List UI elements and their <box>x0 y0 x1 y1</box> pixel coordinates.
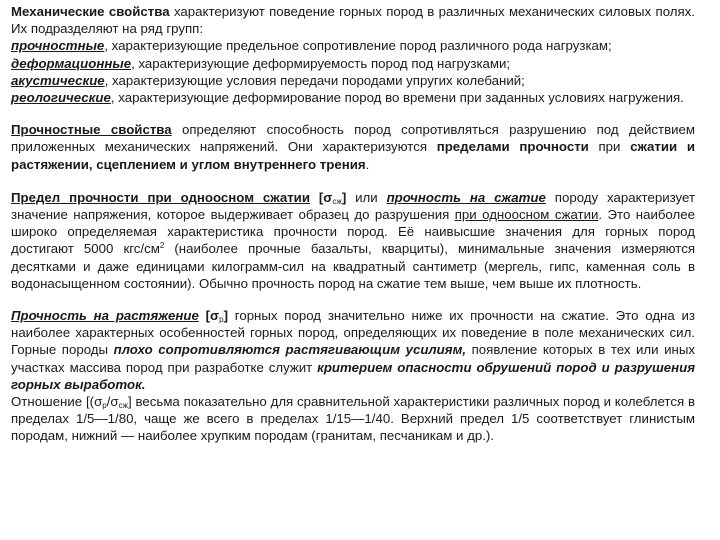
term-tensile-strength: Прочность на растяжение <box>11 308 199 324</box>
text: / <box>106 394 111 410</box>
symbol-sigma: σ <box>94 394 103 410</box>
text: породу характеризует значение напряжения, которое выдерживает образец до разрушения <box>11 189 696 223</box>
term-mechanical-properties: Механические свойства <box>11 4 170 19</box>
symbol-bracket: [ <box>309 189 324 205</box>
text: горных пород значительно ниже их прочности на сжатие. Это одна из наиболее характерных особенностей горных пород, определяющих их поведение в поле механических сил. Горные породы <box>11 308 696 358</box>
term-strength: прочностные <box>11 38 105 54</box>
symbol-sigma: σ <box>210 308 220 324</box>
symbol-subscript: сж <box>118 401 129 411</box>
paragraph-strength-properties <box>11 121 695 173</box>
symbol-sigma: σ <box>110 394 119 410</box>
emphasis-phrase: критерием опасности обрушений пород и разрушения горных выработок. <box>11 359 696 392</box>
text: , характеризующие деформирование пород во времени при заданных условиях нагружения. <box>110 90 684 106</box>
symbol-bracket: ] <box>223 308 228 324</box>
paragraph-compressive-strength <box>11 189 695 292</box>
term-rheological: реологические <box>11 90 111 106</box>
text: характеризуют поведение горных пород в различных механических силовых полях. Их подразделяют на ряд групп: <box>11 4 695 37</box>
text: , характеризующие деформируемость пород под нагрузками; <box>131 55 511 71</box>
text: , характеризующие условия передачи породами упругих колебаний; <box>104 72 525 88</box>
emphasis-phrase: плохо сопротивляются растягивающим усилиям, <box>113 342 467 358</box>
text: (наиболее прочные базальты, кварциты), минимальные значения измеряются десятками и даже единицами килограмм-сил на квадратный сантиметр (мергель, гипс, каменная соль в водонасыщенном состоянии). Обычно прочность пород на сжатие тем выше, чем выше их плотность. <box>11 241 695 291</box>
text: . Это наиболее широко определяемая характеристика прочности пород. Её наивысшие значения для горных пород достигают 5000 кгс/см <box>11 207 695 257</box>
term-strength-properties: Прочностные свойства <box>11 122 172 138</box>
text: ] <box>128 394 132 410</box>
term-compressive-strength: прочность на сжатие <box>386 189 546 205</box>
symbol-sigma: σ <box>323 189 333 205</box>
text: или <box>346 189 387 205</box>
symbol-subscript: сж <box>332 196 342 206</box>
term-uniaxial-compression-limit: Предел прочности при одноосном сжатии <box>11 189 310 205</box>
symbol-subscript: р <box>219 315 224 325</box>
term-deformation: деформационные <box>11 55 132 71</box>
text: определяют способность пород сопротивляться разрушению под действием приложенных механических напряжений. Они характеризуются <box>11 122 696 155</box>
symbol-bracket: ] <box>341 189 347 205</box>
superscript: 2 <box>159 241 165 251</box>
underlined-phrase: при одноосном сжатии <box>454 207 599 223</box>
term-acoustic: акустические <box>11 72 105 88</box>
paragraph-mechanical-properties <box>11 3 695 106</box>
symbol-subscript: р <box>102 401 107 411</box>
symbol-bracket: [ <box>198 308 211 324</box>
text: появление которых в тех или иных участках массива пород при разработке служит <box>11 342 695 375</box>
text: весьма показательно для сравнительной характеристики различных пород и колеблется в пределах 1/5—1/80, чаще же всего в пределах 1/15—1/40. Верхний предел 1/5 соответствует глинистым породам, нижний — наиболее хрупким породам (гранитам, песчаникам и др.). <box>11 394 695 444</box>
text: , характеризующие предельное сопротивление пород различного рода нагрузкам; <box>104 38 612 54</box>
text: Отношение [( <box>11 394 95 410</box>
bold-phrase: сжатии и растяжении, сцеплением и углом внутреннего трения <box>11 139 695 172</box>
paragraph-tensile-strength <box>11 307 695 445</box>
text: . <box>365 156 370 172</box>
bold-phrase: пределами прочности <box>436 139 589 155</box>
text: при <box>588 139 631 155</box>
